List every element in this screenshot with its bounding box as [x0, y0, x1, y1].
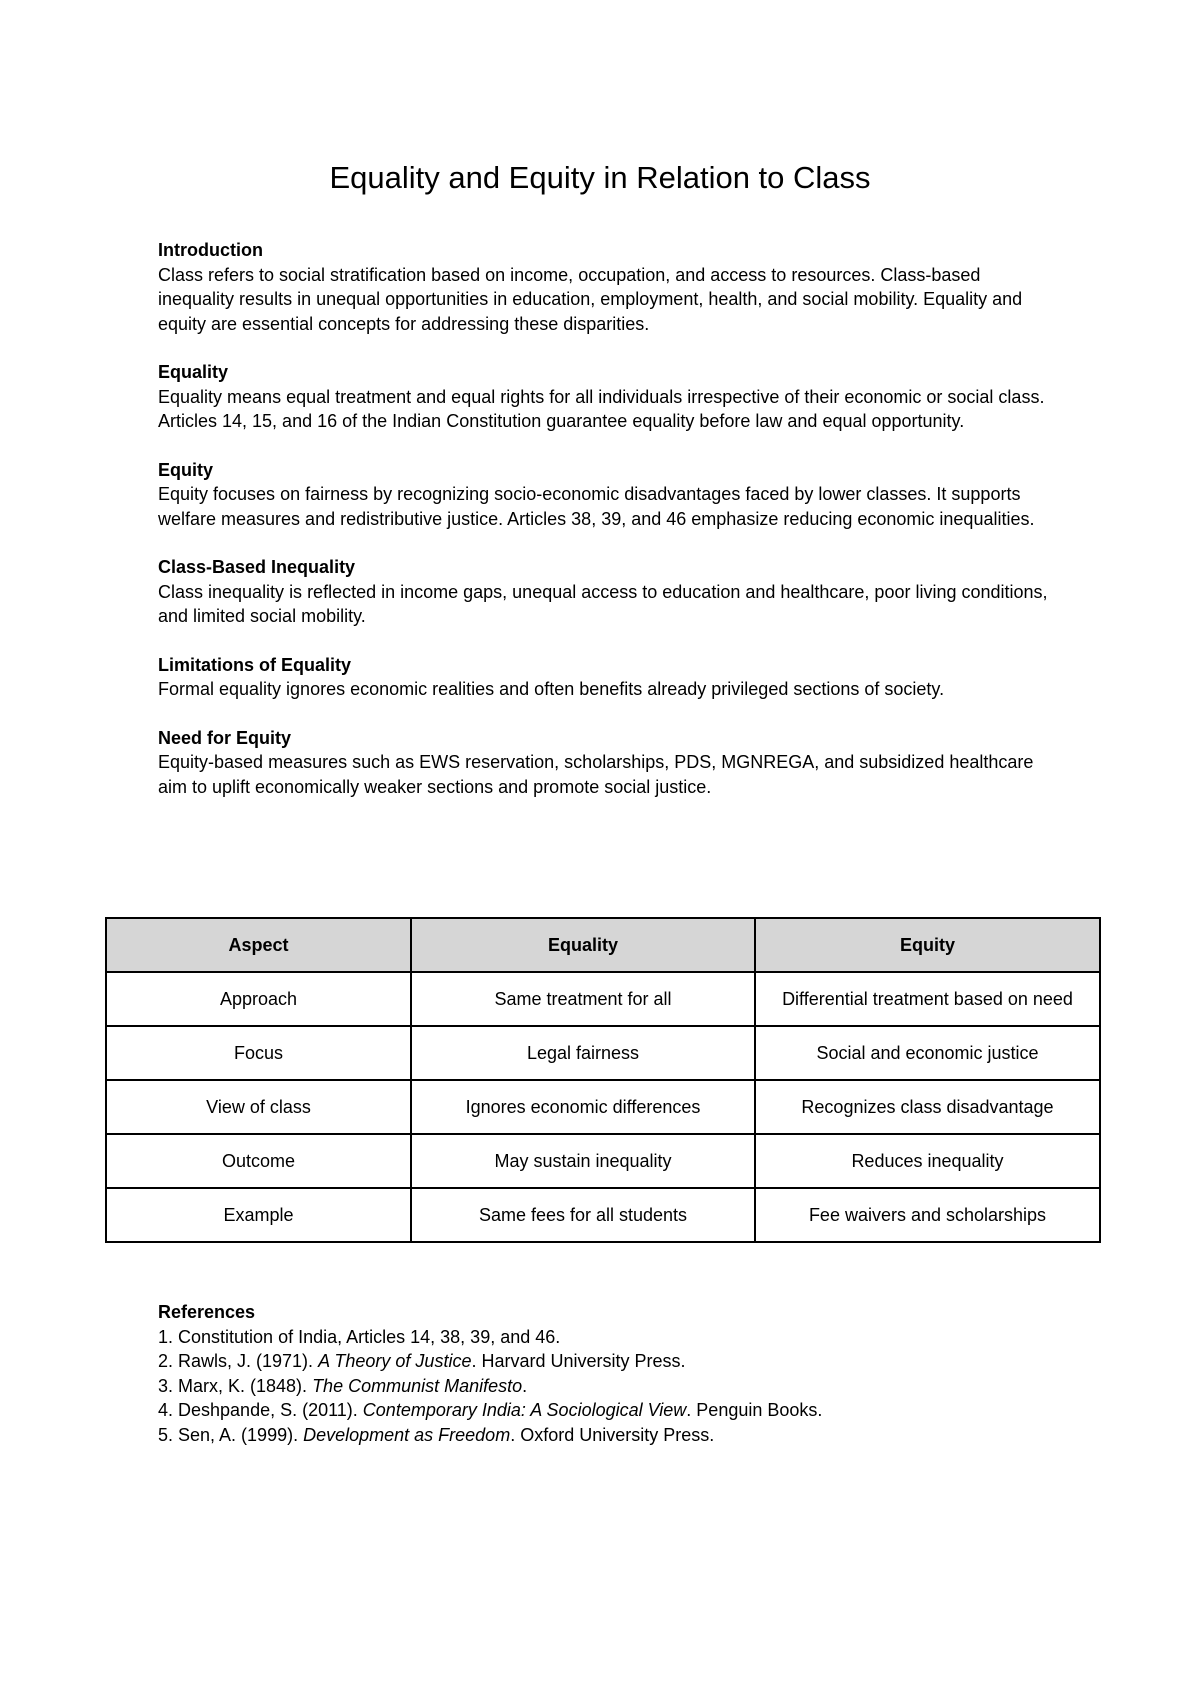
section-heading: Limitations of Equality — [158, 654, 352, 675]
section-body: Class inequality is reflected in income gaps, unequal access to education and healthcare, poor living conditions, and limited social mobility. — [158, 581, 1048, 626]
references-list — [158, 1325, 1058, 1448]
section-equity — [158, 458, 1058, 532]
section-equality — [158, 360, 1058, 434]
table-row — [106, 1134, 1100, 1188]
section-limitations-of-equality — [158, 653, 1058, 702]
section-need-for-equity — [158, 726, 1058, 800]
section-body: Equity focuses on fairness by recognizing socio-economic disadvantages faced by lower classes. It supports welfare measures and redistributive justice. Articles 38, 39, and 46 emphasize reducing economic inequalities. — [158, 484, 1035, 529]
reference-title: A Theory of Justice — [318, 1351, 472, 1371]
section-heading: Need for Equity — [158, 727, 292, 748]
reference-item — [158, 1423, 1058, 1448]
table-row — [106, 1026, 1100, 1080]
table-cell: Same treatment for all — [411, 972, 755, 1026]
section-body: Class refers to social stratification based on income, occupation, and access to resources. Class-based inequality results in unequal opportunities in education, employment, health, and social mobility. Equality and equity are essential concepts for addressing these disparities. — [158, 264, 1023, 334]
reference-suffix: . Oxford University Press. — [510, 1424, 715, 1445]
reference-item — [158, 1349, 1058, 1374]
table-header-cell: Aspect — [106, 918, 411, 972]
table-cell: Approach — [106, 972, 411, 1026]
reference-prefix: 4. Deshpande, S. (2011). — [158, 1400, 363, 1420]
section-body: Formal equality ignores economic realities and often benefits already privileged sections of society. — [158, 679, 945, 699]
table-cell: Ignores economic differences — [411, 1080, 755, 1134]
table-cell: Differential treatment based on need — [755, 972, 1100, 1026]
reference-title: The Communist Manifesto — [312, 1375, 523, 1396]
table-row — [106, 972, 1100, 1026]
table-cell: Recognizes class disadvantage — [755, 1080, 1100, 1134]
reference-suffix: . Penguin Books. — [686, 1400, 823, 1420]
section-heading: Class-Based Inequality — [158, 557, 356, 577]
body-content — [158, 238, 1058, 823]
references-section — [158, 1300, 1058, 1447]
table-cell: Legal fairness — [411, 1026, 755, 1080]
table-row — [106, 1080, 1100, 1134]
table-cell: Same fees for all students — [411, 1188, 755, 1242]
reference-prefix: 1. Constitution of India, Articles 14, 38, 39, and 46. — [158, 1326, 561, 1347]
table-cell: Fee waivers and scholarships — [755, 1188, 1100, 1242]
section-heading: Introduction — [158, 240, 263, 260]
page-title: Equality and Equity in Relation to Class — [329, 160, 871, 195]
reference-prefix: 2. Rawls, J. (1971). — [158, 1351, 319, 1371]
reference-suffix: . Harvard University Press. — [471, 1351, 686, 1371]
table-header-cell: Equality — [411, 918, 755, 972]
section-heading: Equality — [158, 362, 229, 382]
reference-prefix: 3. Marx, K. (1848). — [158, 1375, 313, 1396]
section-body: Equality means equal treatment and equal rights for all individuals irrespective of their economic or social class. Articles 14, 15, and 16 of the Indian Constitution guarantee equality before law and equal opportunity. — [158, 386, 1045, 431]
references-heading: References — [158, 1302, 256, 1322]
table-cell: Reduces inequality — [755, 1134, 1100, 1188]
table-row — [106, 1188, 1100, 1242]
table-cell: Outcome — [106, 1134, 411, 1188]
reference-prefix: 5. Sen, A. (1999). — [158, 1424, 304, 1445]
comparison-table-wrapper — [105, 917, 1101, 1243]
table-cell: May sustain inequality — [411, 1134, 755, 1188]
reference-title: Development as Freedom — [303, 1424, 511, 1445]
table-cell: Example — [106, 1188, 411, 1242]
table-header-row — [106, 918, 1100, 972]
section-introduction — [158, 238, 1058, 336]
reference-title: Contemporary India: A Sociological View — [362, 1400, 687, 1420]
table-cell: View of class — [106, 1080, 411, 1134]
table-header-cell: Equity — [755, 918, 1100, 972]
reference-item — [158, 1398, 1058, 1423]
table-cell: Focus — [106, 1026, 411, 1080]
section-class-based-inequality — [158, 555, 1058, 629]
section-body: Equity-based measures such as EWS reservation, scholarships, PDS, MGNREGA, and subsidized healthcare aim to uplift economically weaker sections and promote social justice. — [158, 752, 1034, 797]
reference-item — [158, 1325, 1058, 1350]
reference-suffix: . — [522, 1375, 528, 1396]
comparison-table — [105, 917, 1101, 1243]
reference-item — [158, 1374, 1058, 1399]
table-cell: Social and economic justice — [755, 1026, 1100, 1080]
section-heading: Equity — [158, 459, 214, 480]
